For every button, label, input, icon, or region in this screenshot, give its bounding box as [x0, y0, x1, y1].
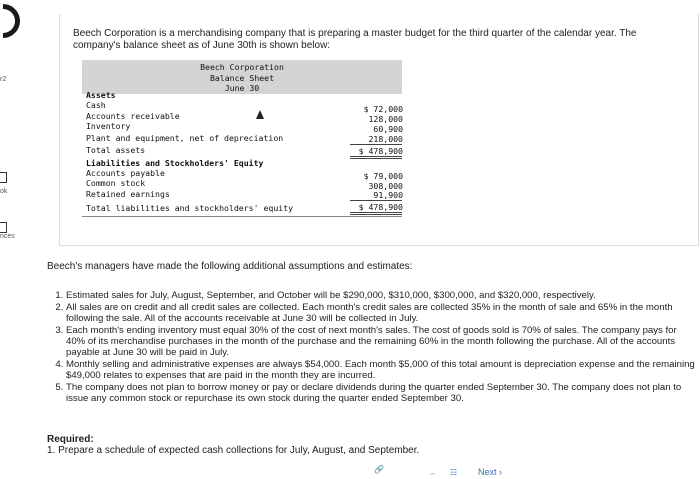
assumption-item: 4. Monthly selling and administrative expenses are always $54,000. Each month $5,000 of this total amount is depreciation expense and the remaining $49,000 relates to expenses that are paid in the month they are incurred.	[66, 359, 698, 381]
required-text: 1. Prepare a schedule of expected cash collections for July, August, and September.	[47, 445, 420, 456]
liab-label-common-stock: Common stock	[86, 178, 146, 188]
link-icon[interactable]: 🔗	[374, 465, 384, 474]
liab-value-ap: $ 79,000	[363, 171, 403, 181]
assumption-item: 2. All sales are on credit and all credit sales are collected. Each month's credit sales are collected 35% in the month of sale and 65% in the month following the sale. All of the accounts receivable at June 30 will be collected in July.	[66, 302, 698, 324]
assumption-item: 5. The company does not plan to borrow money or pay or declare dividends during the quarter ended September 30. The company does not plan to issue any common stock or repurchase its own stock during the quarter ended September 30.	[66, 382, 698, 404]
next-label: Next	[478, 467, 497, 477]
grid-icon[interactable]: ☷	[450, 468, 458, 477]
required-label: Required:	[47, 434, 94, 445]
rail-label-mid[interactable]: ok	[0, 188, 8, 195]
liab-subtotal-rule	[350, 200, 402, 201]
total-liab-value: $ 478,900	[358, 202, 403, 212]
liabilities-heading: Liabilities and Stockholders' Equity	[86, 158, 264, 168]
assets-total-rule	[350, 156, 402, 159]
liab-label-ap: Accounts payable	[86, 168, 165, 178]
rail-label-bottom[interactable]: nces	[0, 233, 15, 240]
liab-total-rule	[350, 212, 402, 215]
total-assets-label: Total assets	[86, 145, 146, 155]
total-assets-value: $ 478,900	[358, 146, 403, 156]
assumptions-list	[30, 290, 698, 405]
asset-value-ar: 128,000	[368, 114, 403, 124]
next-button[interactable]	[478, 467, 502, 477]
asset-label-inventory: Inventory	[86, 121, 131, 131]
balance-sheet-header	[82, 60, 402, 94]
asset-label-plant: Plant and equipment, net of depreciation	[86, 133, 284, 143]
liab-label-retained-earnings: Retained earnings	[86, 189, 170, 199]
statement-name: Balance Sheet	[209, 72, 275, 83]
progress-arc-icon	[0, 0, 27, 45]
total-liab-label: Total liabilities and stockholders' equity	[86, 203, 294, 213]
asset-label-cash: Cash	[86, 100, 106, 110]
intro-text: Beech Corporation is a merchandising company that is preparing a master budget for the third quarter of the calendar year. The company's balance sheet as of June 30th is shown below:	[73, 28, 637, 51]
liab-value-common-stock: 308,000	[368, 181, 403, 191]
chevron-right-icon: ›	[499, 467, 503, 477]
balance-sheet-bottom-rule	[82, 216, 402, 217]
assets-subtotal-rule	[350, 144, 402, 145]
assumption-item: 1. Estimated sales for July, August, September, and October will be $290,000, $310,000, $300,000, and $320,000, respectively.	[66, 290, 698, 301]
rail-bracket-icon-2	[0, 222, 7, 233]
mouse-cursor-icon	[256, 110, 264, 119]
page-marker-icon[interactable]: ⌢	[430, 469, 436, 478]
asset-label-ar: Accounts receivable	[86, 111, 180, 121]
rail-bracket-icon	[0, 172, 7, 183]
rail-label-top[interactable]: r2	[0, 76, 7, 83]
liab-value-retained-earnings: 91,900	[373, 190, 403, 200]
assumption-item: 3. Each month's ending inventory must equal 30% of the cost of next month's sales. The cost of goods sold is 70% of sales. The company pays for 40% of its merchandise purchases in the month of the purchase and the remaining 60% in the month following the purchase. All of the accounts payable at June 30 will be paid in July.	[66, 325, 698, 358]
assets-heading: Assets	[86, 90, 116, 100]
left-rail	[0, 0, 24, 478]
asset-value-inventory: 60,900	[373, 124, 403, 134]
company-name: Beech Corporation	[200, 62, 284, 72]
asset-value-cash: $ 72,000	[363, 104, 403, 114]
asset-value-plant: 218,000	[368, 134, 403, 144]
assumptions-intro: Beech's managers have made the following additional assumptions and estimates:	[47, 261, 413, 272]
statement-date: June 30	[224, 83, 260, 93]
